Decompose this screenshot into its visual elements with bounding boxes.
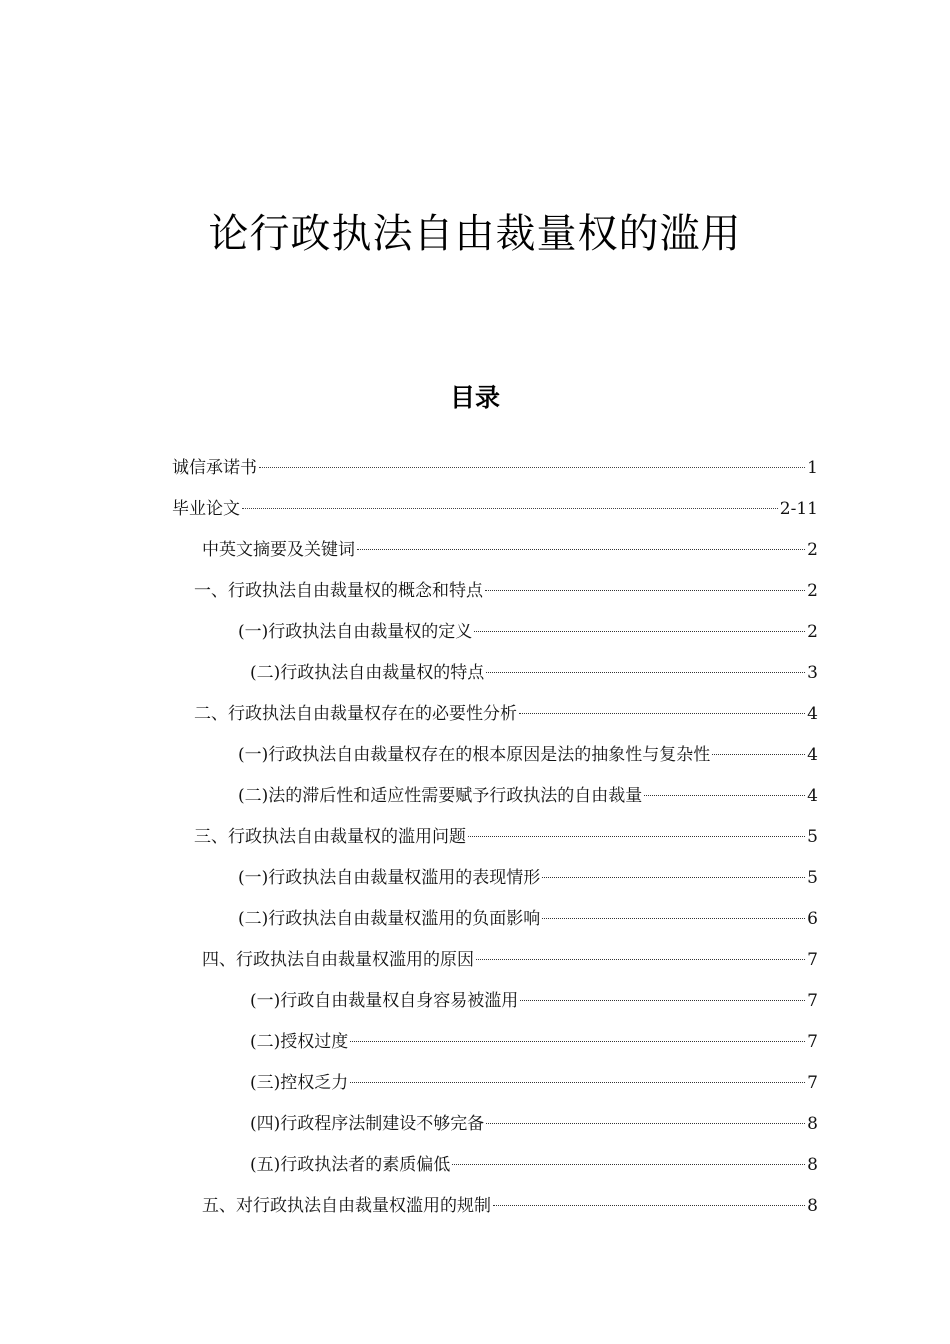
- toc-entry: [250, 989, 818, 1013]
- toc-dot-leader: [486, 1123, 805, 1124]
- toc-dot-leader: [476, 959, 805, 960]
- toc-entry: [172, 497, 818, 521]
- toc-entry-page: 5: [807, 868, 818, 888]
- toc-entry: [238, 907, 818, 931]
- toc-entry-label: (一)行政执法自由裁量权滥用的表现情形: [238, 868, 541, 888]
- toc-entry-page: 8: [807, 1155, 818, 1175]
- toc-entry: [250, 1030, 818, 1054]
- toc-dot-leader: [357, 549, 805, 550]
- toc-entry-page: 1: [807, 458, 818, 478]
- toc-entry-label: 五、对行政执法自由裁量权滥用的规制: [202, 1196, 491, 1216]
- toc-entry-page: 3: [807, 663, 818, 683]
- toc-entry-page: 4: [807, 745, 818, 765]
- toc-dot-leader: [486, 672, 805, 673]
- toc-entry: [194, 702, 818, 726]
- toc-entry-page: 2: [807, 540, 818, 560]
- toc-entry: [250, 661, 818, 685]
- toc-entry-label: 二、行政执法自由裁量权存在的必要性分析: [194, 704, 517, 724]
- toc-entry-page: 8: [807, 1196, 818, 1216]
- toc-entry-label: 三、行政执法自由裁量权的滥用问题: [194, 827, 466, 847]
- toc-entry: [250, 1071, 818, 1095]
- toc-dot-leader: [542, 918, 805, 919]
- toc-entry-page: 7: [807, 1073, 818, 1093]
- toc-dot-leader: [350, 1041, 805, 1042]
- toc-entry-page: 6: [807, 909, 818, 929]
- toc-entry: [250, 1112, 818, 1136]
- toc-entry-page: 2-11: [779, 499, 818, 519]
- toc-dot-leader: [519, 713, 805, 714]
- toc-entry-label: 诚信承诺书: [172, 458, 257, 478]
- toc-entry-label: (五)行政执法者的素质偏低: [250, 1155, 451, 1175]
- toc-entry: [194, 579, 818, 603]
- toc-entry: [202, 1194, 818, 1218]
- toc-entry-page: 4: [807, 704, 818, 724]
- toc-dot-leader: [452, 1164, 805, 1165]
- toc-entry-label: 一、行政执法自由裁量权的概念和特点: [194, 581, 483, 601]
- toc-dot-leader: [520, 1000, 805, 1001]
- toc-entry-page: 2: [807, 581, 818, 601]
- toc-entry-page: 5: [807, 827, 818, 847]
- toc-entry: [250, 1153, 818, 1177]
- toc-entry: [238, 743, 818, 767]
- toc-entry: [194, 825, 818, 849]
- toc-entry: [202, 538, 818, 562]
- toc-entry-label: (一)行政自由裁量权自身容易被滥用: [250, 991, 519, 1011]
- toc-dot-leader: [468, 836, 805, 837]
- toc-entry-label: (四)行政程序法制建设不够完备: [250, 1114, 485, 1134]
- toc-entry-label: (二)法的滞后性和适应性需要赋予行政执法的自由裁量: [238, 786, 643, 806]
- toc-entry-page: 7: [807, 1032, 818, 1052]
- toc-entry-label: (二)行政执法自由裁量权滥用的负面影响: [238, 909, 541, 929]
- document-title: 论行政执法自由裁量权的滥用: [208, 211, 742, 257]
- toc-entry-label: (二)行政执法自由裁量权的特点: [250, 663, 485, 683]
- toc-entry: [238, 784, 818, 808]
- toc-entry: [238, 620, 818, 644]
- toc-dot-leader: [474, 631, 805, 632]
- toc-entry-page: 4: [807, 786, 818, 806]
- toc-entry: [202, 948, 818, 972]
- toc-entry-label: (一)行政执法自由裁量权的定义: [238, 622, 473, 642]
- toc-heading: 目录: [449, 383, 500, 412]
- toc-entry-label: (一)行政执法自由裁量权存在的根本原因是法的抽象性与复杂性: [238, 745, 711, 765]
- toc-entry: [172, 456, 818, 480]
- toc-dot-leader: [485, 590, 805, 591]
- toc-entry-label: 四、行政执法自由裁量权滥用的原因: [202, 950, 474, 970]
- toc-entry-label: (三)控权乏力: [250, 1073, 349, 1093]
- toc-entry-page: 7: [807, 950, 818, 970]
- toc-entry: [238, 866, 818, 890]
- toc-entry-page: 7: [807, 991, 818, 1011]
- toc-entry-label: 中英文摘要及关键词: [202, 540, 355, 560]
- toc-dot-leader: [493, 1205, 805, 1206]
- toc-dot-leader: [242, 508, 778, 509]
- toc-dot-leader: [350, 1082, 805, 1083]
- toc-entry-page: 2: [807, 622, 818, 642]
- toc-dot-leader: [542, 877, 805, 878]
- toc-dot-leader: [712, 754, 805, 755]
- toc-dot-leader: [259, 467, 805, 468]
- toc-dot-leader: [644, 795, 805, 796]
- toc-entry-page: 8: [807, 1114, 818, 1134]
- toc-entry-label: (二)授权过度: [250, 1032, 349, 1052]
- toc-entry-label: 毕业论文: [172, 499, 240, 519]
